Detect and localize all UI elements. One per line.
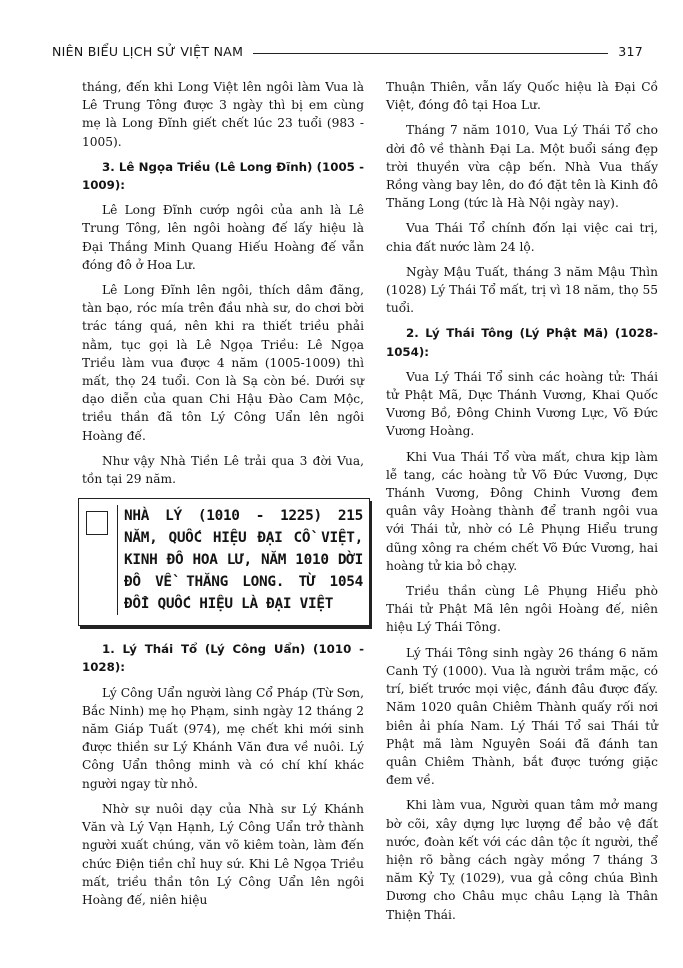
- running-header: [52, 42, 643, 60]
- right-column: [386, 78, 658, 931]
- paragraph: Khi làm vua, Người quan tâm mở mang bờ cõi, xây dựng lực lượng để bảo vệ đất nước, đoàn kết với các dân tộc ít người, thể hiện rõ bằng cách ngày mồng 7 tháng 3 năm Kỷ Tỵ (1029), vua gả công chúa Bình Dương cho Châu mục châu Lạng là Thân Thiện Thái.: [386, 798, 658, 922]
- paragraph: Vua Thái Tổ chính đốn lại việc cai trị, chia đất nước làm 24 lộ.: [386, 221, 658, 254]
- paragraph: Nhờ sự nuôi dạy của Nhà sư Lý Khánh Văn và Lý Vạn Hạnh, Lý Công Uẩn trở thành người xuất chúng, văn võ kiêm toàn, làm đến chức Điện tiền chỉ huy sứ. Khi Lê Ngọa Triều mất, triều thần tôn Lý Công Uẩn lên ngôi Hoàng đế, niên hiệu: [82, 801, 364, 907]
- paragraph: Triều thần cùng Lê Phụng Hiểu phò Thái tử Phật Mã lên ngôi Hoàng đế, niên hiệu Lý Thái Tông.: [386, 584, 658, 635]
- paragraph: Như vậy Nhà Tiền Lê trải qua 3 đời Vua, tồn tại 29 năm.: [82, 453, 364, 487]
- paragraph: Vua Lý Thái Tổ sinh các hoàng tử: Thái tử Phật Mã, Dực Thánh Vương, Khai Quốc Vương Bồ, Đông Chinh Vương Lực, Võ Đức Vương Hoàng.: [386, 369, 658, 439]
- paragraph: tháng, đến khi Long Việt lên ngôi làm Vua là Lê Trung Tông được 3 ngày thì bị em cùng mẹ là Long Đĩnh giết chết lúc 23 tuổi (983 - 1005).: [82, 80, 364, 149]
- paragraph: Lê Long Đĩnh cướp ngôi của anh là Lê Trung Tông, lên ngôi hoàng đế lấy hiệu là Đại Thắng Minh Quang Hiếu Hoàng đế vẫn đóng đô ở Hoa Lư.: [82, 203, 364, 272]
- paragraph: Ngày Mậu Tuất, tháng 3 năm Mậu Thìn (1028) Lý Thái Tổ mất, trị vì 18 năm, thọ 55 tuổi.: [386, 264, 658, 316]
- header-rule: [253, 53, 608, 54]
- section-heading: 3. Lê Ngọa Triều (Lê Long Đĩnh) (1005 - 1009):: [82, 159, 364, 193]
- paragraph: Lý Công Uẩn người làng Cổ Pháp (Từ Sơn, Bắc Ninh) mẹ họ Phạm, sinh ngày 12 tháng 2 năm Giáp Tuất (974), mẹ chết khi mới sinh được thiền sư Lý Khánh Văn đưa về nuôi. Lý Công Uẩn thông minh và có chí khí khác người ngay từ nhỏ.: [82, 685, 364, 791]
- page-number: 317: [618, 43, 643, 59]
- section-heading: 2. Lý Thái Tông (Lý Phật Mã) (1028-1054):: [386, 326, 658, 359]
- box-marker: [86, 511, 108, 535]
- dynasty-title: NHÀ LÝ (1010 - 1225) 215 NĂM, QUỐC HIỆU ĐẠI CỒ VIỆT, KINH ĐÔ HOA LƯ, NĂM 1010 DỜI ĐÔ VỀ THĂNG LONG. TỪ 1054 ĐỔI QUỐC HIỆU LÀ ĐẠI VIỆT: [117, 505, 363, 615]
- dynasty-title-box: [78, 498, 370, 626]
- paragraph: Thuận Thiên, vẫn lấy Quốc hiệu là Đại Cồ Việt, đóng đô tại Hoa Lư.: [386, 80, 658, 113]
- left-column: [82, 78, 364, 916]
- paragraph: Tháng 7 năm 1010, Vua Lý Thái Tổ cho dời đô về thành Đại La. Một buổi sáng đẹp trời thuyền vừa cập bến. Nhà Vua thấy Rồng vàng bay lên, do đó đặt tên là Kinh đô Thăng Long (tức là Hà Nội ngày nay).: [386, 123, 658, 211]
- paragraph: Lê Long Đĩnh lên ngôi, thích dâm đãng, tàn bạo, róc mía trên đầu nhà sư, do chơi bời trác táng quá, nên khi ra thiết triều phải nằm, tục gọi là Lê Ngọa Triều: Lê Ngọa Triều làm vua được 4 năm (1005-1009) thì mất, thọ 24 tuổi. Con là Sạ còn bé. Dưới sự dạo diễn của quan Chi Hậu Đào Cam Mộc, triều thần đã tôn Lý Công Uẩn lên ngôi Hoàng đế.: [82, 283, 364, 443]
- paragraph: Khi Vua Thái Tổ vừa mất, chưa kịp làm lễ tang, các hoàng tử Võ Đức Vương, Dực Thánh Vương, Đông Chinh Vương đem quân vây Hoàng thành để tranh ngôi vua với Thái tử, nhờ có Lê Phụng Hiểu trung dũng xông ra chém chết Võ Đức Vương, hai hoàng tử kia bỏ chạy.: [386, 449, 658, 573]
- paragraph: Lý Thái Tông sinh ngày 26 tháng 6 năm Canh Tý (1000). Vua là người trầm mặc, có trí, biết trước mọi việc, đánh đâu được đấy. Năm 1020 quân Chiêm Thành quấy rối nơi biên ải phía Nam. Lý Thái Tổ sai Thái tử Phật mã làm Nguyên Soái đã đánh tan quân Chiêm Thành, bắt được tướng giặc đem về.: [386, 645, 658, 788]
- section-heading: 1. Lý Thái Tổ (Lý Công Uẩn) (1010 - 1028):: [82, 642, 364, 675]
- running-title: NIÊN BIỂU LỊCH SỬ VIỆT NAM: [52, 43, 244, 59]
